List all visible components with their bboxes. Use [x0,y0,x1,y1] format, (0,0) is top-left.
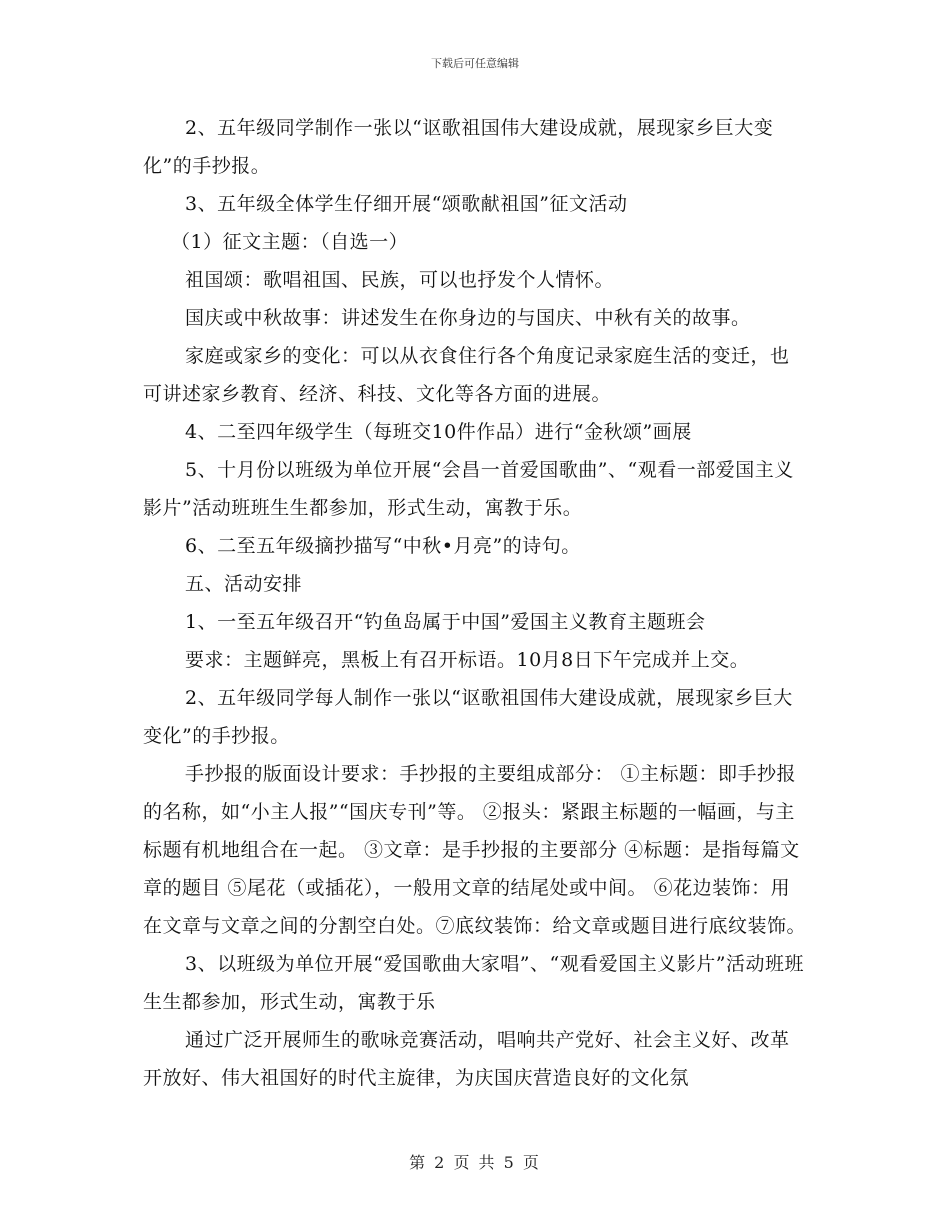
paragraph: （1）征文主题：（自选一） [171,231,409,253]
paragraph: 1、一至五年级召开“钓鱼岛属于中国”爱国主义教育主题班会 [185,611,706,633]
page-number-footer: 第 2 页 共 5 页 [409,1153,541,1172]
page-header-note: 下载后可任意编辑 [431,57,519,70]
paragraph: 3、五年级全体学生仔细开展“颂歌献祖国”征文活动 [185,193,628,215]
section-heading: 五、活动安排 [185,573,303,595]
paragraph: 2、五年级同学每人制作一张以“讴歌祖国伟大建设成就，展现家乡巨大变化”的手抄报。 [143,687,793,747]
paragraph: 4、二至四年级学生（每班交10件作品）进行“金秋颂”画展 [185,421,692,443]
paragraph: 手抄报的版面设计要求：手抄报的主要组成部分： ①主标题：即手抄报的名称，如“小主人报”“国庆专刊”等。 ②报头：紧跟主标题的一幅画，与主标题有机地组合在一起。 ③文章：是手抄报的主要部分 ④标题：是指每篇文章的题目 ⑤尾花（或插花），一般用文章的结尾处或中间。 ⑥花边装饰：用在文章与文章之间的分割空白处。⑦底纹装饰：给文章或题目进行底纹装饰。 [143,763,807,937]
paragraph: 国庆或中秋故事：讲述发生在你身边的与国庆、中秋有关的故事。 [185,307,751,329]
paragraph: 通过广泛开展师生的歌咏竞赛活动，唱响共产党好、社会主义好、改革开放好、伟大祖国好的时代主旋律，为庆国庆营造良好的文化氛 [143,1029,790,1089]
paragraph: 2、五年级同学制作一张以“讴歌祖国伟大建设成就，展现家乡巨大变化”的手抄报。 [143,117,774,177]
paragraph: 要求：主题鲜亮，黑板上有召开标语。10月8日下午完成并上交。 [185,649,750,671]
document-body [143,109,808,1097]
paragraph: 祖国颂：歌唱祖国、民族，可以也抒发个人情怀。 [185,269,615,291]
paragraph: 5、十月份以班级为单位开展“会昌一首爱国歌曲”、“观看一部爱国主义影片”活动班班生生都参加，形式生动，寓教于乐。 [143,459,794,519]
paragraph: 家庭或家乡的变化：可以从衣食住行各个角度记录家庭生活的变迁，也可讲述家乡教育、经济、科技、文化等各方面的进展。 [143,345,790,405]
paragraph: 3、以班级为单位开展“爱国歌曲大家唱”、“观看爱国主义影片”活动班班生生都参加，形式生动，寓教于乐 [143,953,804,1013]
paragraph: 6、二至五年级摘抄描写“中秋•月亮”的诗句。 [185,535,581,557]
